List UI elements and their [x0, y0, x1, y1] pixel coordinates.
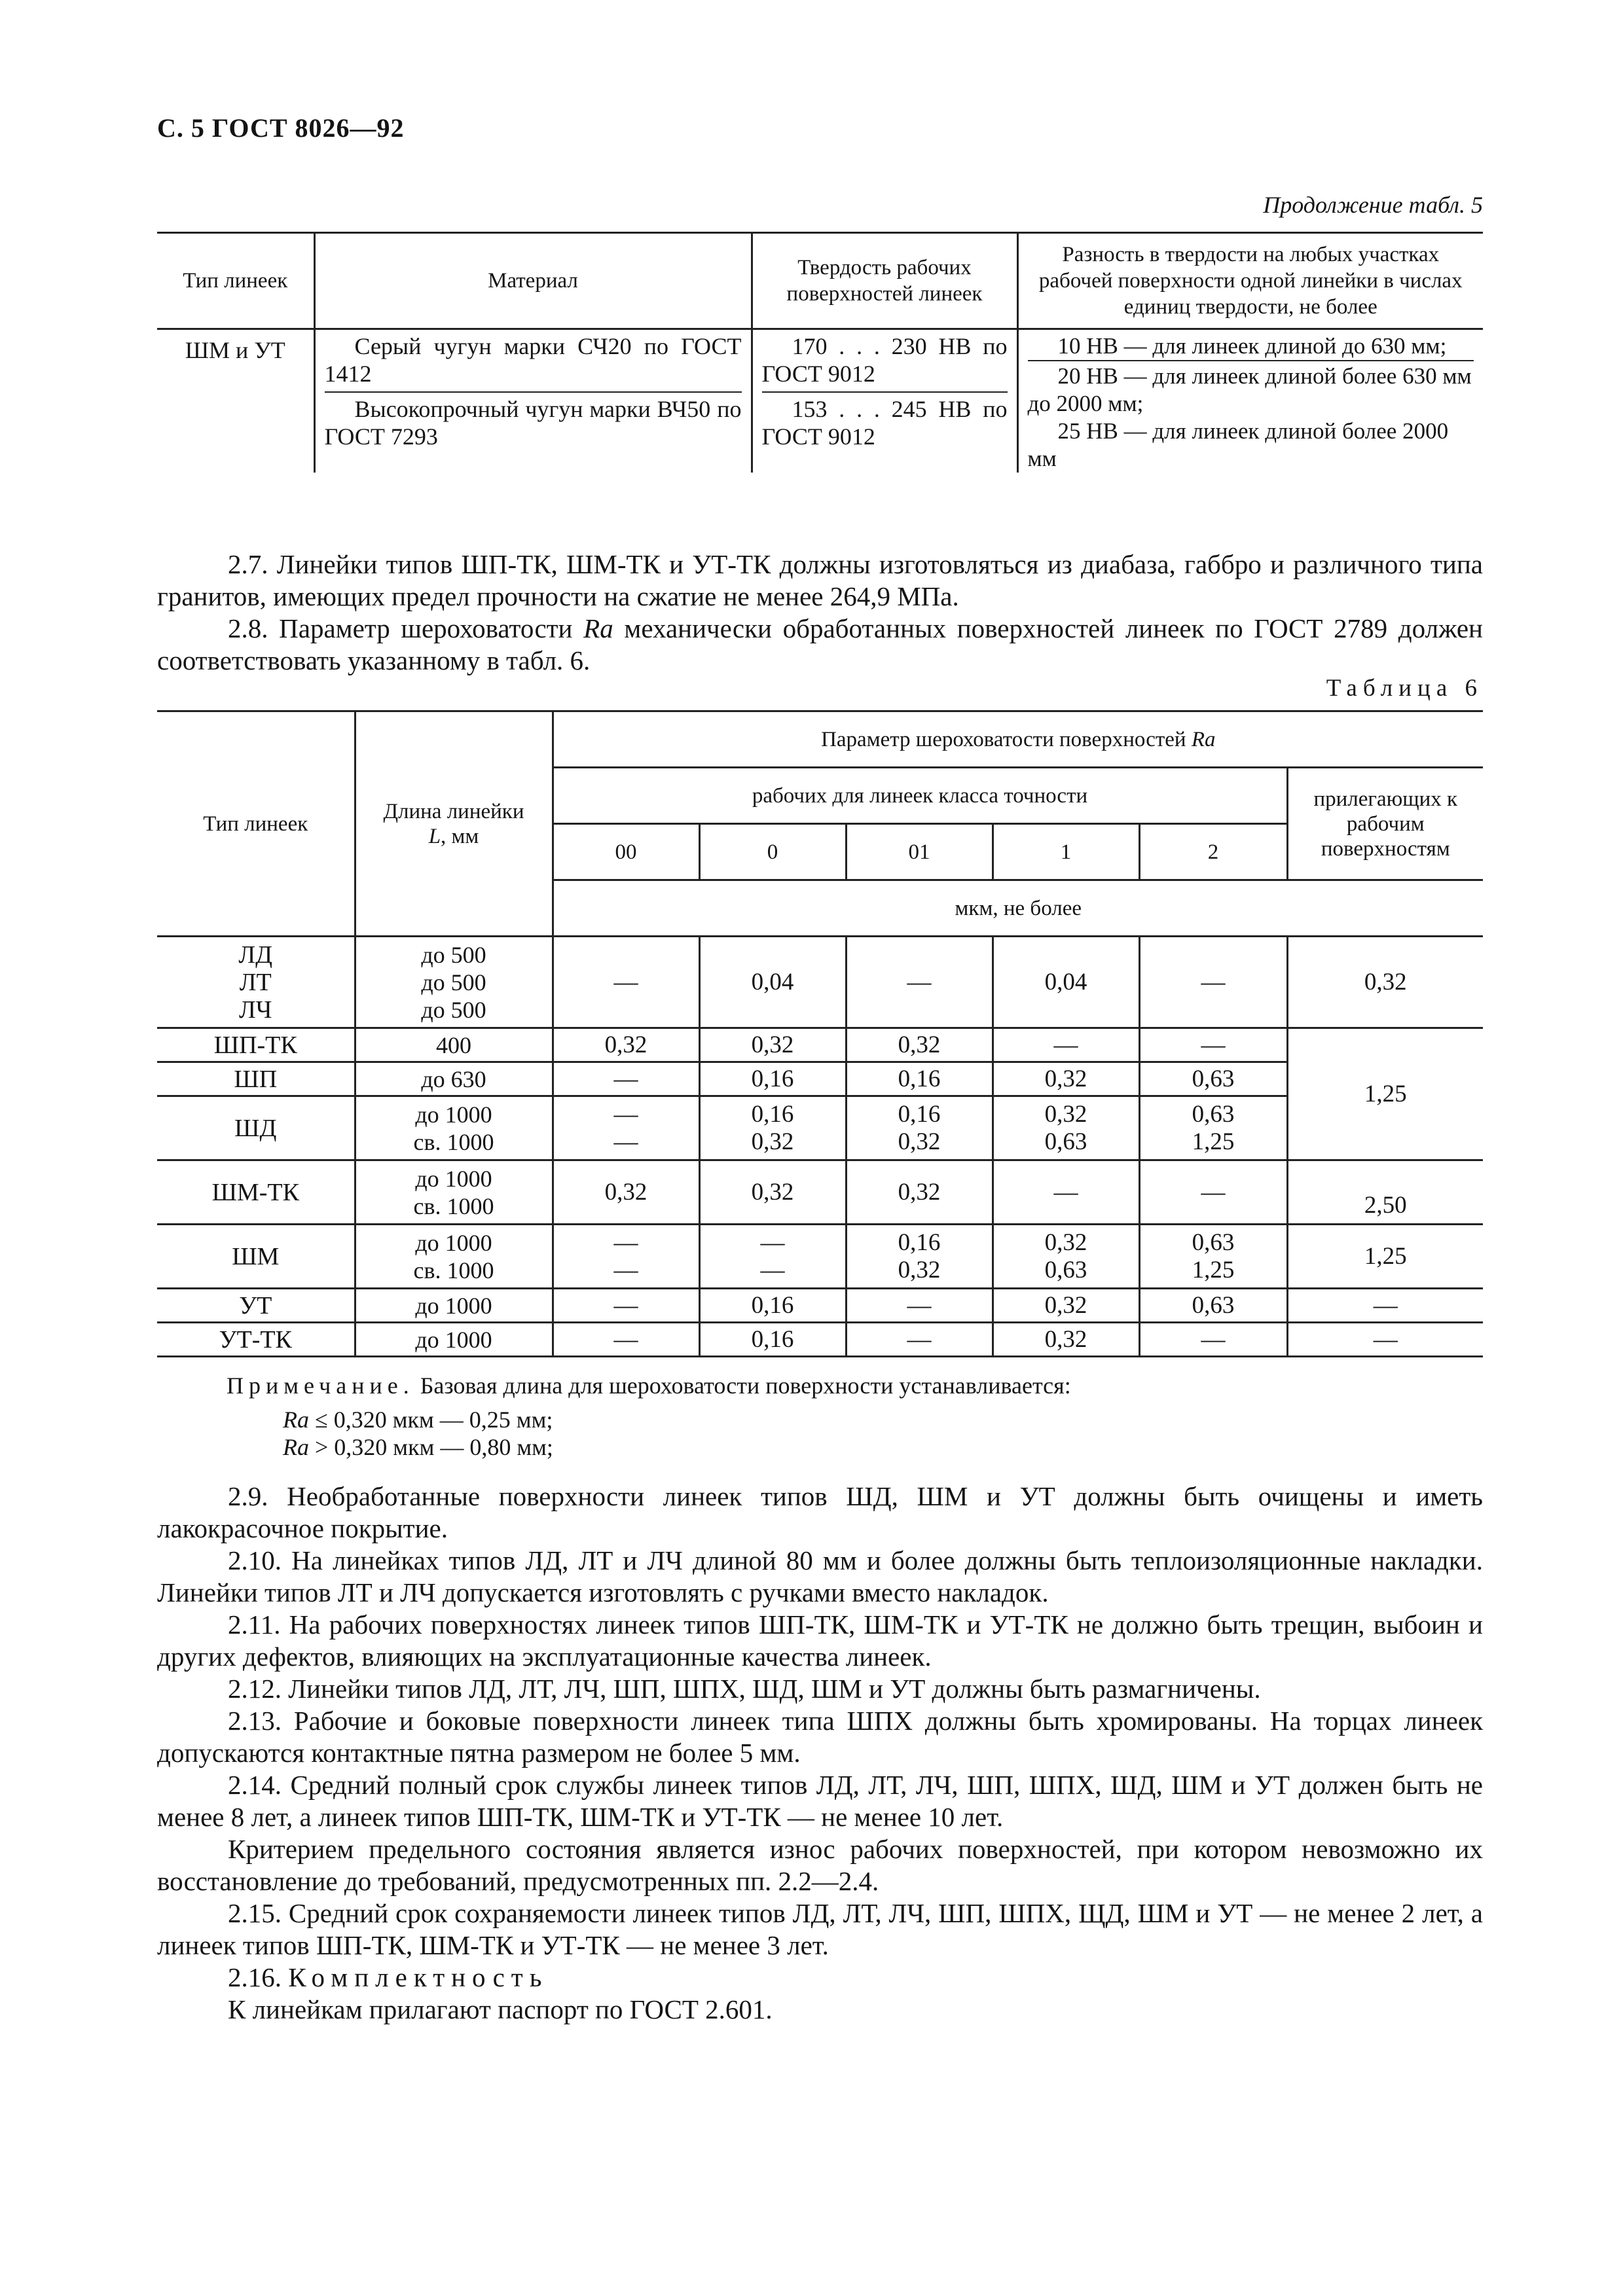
cell-1: — [993, 1160, 1139, 1225]
cell-00: — — [553, 1225, 699, 1289]
cell-0: 0,04 [699, 937, 846, 1028]
cell-0: 0,16 [699, 1323, 846, 1357]
row-type: ШП [157, 1062, 355, 1096]
note-label: Примечание. [227, 1372, 414, 1399]
row-type: УТ-ТК [157, 1323, 355, 1357]
paragraph-2-7 [157, 548, 1483, 613]
table5-hardness-cell [752, 329, 1017, 473]
table6-caption: Таблица 6 [1326, 675, 1483, 702]
note-formulas [283, 1406, 553, 1461]
class-2: 2 [1139, 824, 1287, 880]
cell-0: — — [699, 1225, 846, 1289]
cell-2: 0,63 1,25 [1139, 1096, 1287, 1160]
cell-1: 0,32 0,63 [993, 1096, 1139, 1160]
row-type: ШД [157, 1096, 355, 1160]
paragraph-2-11-text: 2.11. На рабочих поверхностях линеек типов ШП-ТК, ШМ-ТК и УТ-ТК не должно быть трещин, выбоин и других дефектов, влияющих на эксплуатационные качества линеек. [157, 1609, 1483, 1672]
paragraph-2-16-body: К линейкам прилагают паспорт по ГОСТ 2.601. [228, 1994, 773, 2024]
table-row [157, 1289, 1483, 1323]
row-type: ШМ-ТК [157, 1160, 355, 1225]
paragraph-2-16-title: Комплектность [288, 1962, 549, 1992]
row-length: 400 [355, 1028, 553, 1062]
table-row [157, 1096, 1483, 1160]
cell-00: 0,32 [553, 1028, 699, 1062]
table-row [157, 1160, 1483, 1225]
row-type-text: ЛД ЛТ ЛЧ [238, 941, 273, 1024]
table6 [157, 710, 1483, 1357]
class-0: 0 [699, 824, 846, 880]
cell-00: — [553, 1323, 699, 1357]
ra-symbol: Ra [283, 1434, 309, 1460]
table5-col-type: Тип линеек [157, 233, 314, 329]
table5-header-row [157, 233, 1483, 329]
paragraph-2-16-number: 2.16. [228, 1962, 282, 1992]
table-row [157, 1323, 1483, 1357]
paragraph-2-16-text [157, 1994, 1483, 2026]
cell-0: 0,32 [699, 1160, 846, 1225]
table5-material-cell [314, 329, 752, 473]
cell-0: 0,32 [699, 1028, 846, 1062]
cell-adjacent: 2,50 [1287, 1160, 1483, 1225]
cell-2: — [1139, 1323, 1287, 1357]
paragraph-2-14-text: 2.14. Средний полный срок службы линеек типов ЛД, ЛТ, ЛЧ, ШП, ШПХ, ШД, ШМ и УТ должен быть не менее 8 лет, а линеек типов ШП-ТК, ШМ-ТК и УТ-ТК — не менее 10 лет. [157, 1770, 1483, 1832]
cell-adjacent: 1,25 [1287, 1225, 1483, 1289]
row-length: до 630 [355, 1062, 553, 1096]
class-1: 1 [993, 824, 1139, 880]
table-row [157, 937, 1483, 1028]
table6-unit: мкм, не более [553, 880, 1483, 937]
table6-col-length: Длина линейки L, мм [355, 711, 553, 937]
cell-01: — [846, 1323, 993, 1357]
cell-2: 0,63 [1139, 1289, 1287, 1323]
cell-1: 0,04 [993, 937, 1139, 1028]
table-row [157, 1028, 1483, 1062]
table6-col-type: Тип линеек [157, 711, 355, 937]
row-length: до 1000 [355, 1323, 553, 1357]
cell-2: — [1139, 1028, 1287, 1062]
table6-col-param: Параметр шероховатости поверхностей Ra [553, 711, 1483, 768]
difference-1: 10 НВ — для линеек длиной до 630 мм; [1057, 333, 1447, 359]
paragraph-2-14-criterion-text: Критерием предельного состояния является износ рабочих поверхностей, при котором невозможно их восстановление до требований, предусмотренных пп. 2.2—2.4. [157, 1834, 1483, 1896]
table-row [157, 1225, 1483, 1289]
cell-1: 0,32 [993, 1062, 1139, 1096]
paragraph-2-8 [157, 613, 1483, 677]
table5-col-material: Материал [314, 233, 752, 329]
material-2: Высокопрочный чугун марки ВЧ50 по ГОСТ 7293 [325, 391, 742, 450]
paragraph-2-11 [157, 1609, 1483, 1673]
cell-adjacent: — [1287, 1323, 1483, 1357]
cell-01: 0,32 [846, 1028, 993, 1062]
table6-note [227, 1371, 1071, 1400]
paragraph-2-13 [157, 1705, 1483, 1769]
cell-01: — [846, 937, 993, 1028]
ra-symbol: Ra [283, 1407, 309, 1433]
class-01: 01 [846, 824, 993, 880]
difference-3: 25 НВ — для линеек длиной более 2000 мм [1027, 418, 1449, 471]
paragraph-2-15 [157, 1897, 1483, 1962]
row-length [355, 937, 553, 1028]
hardness-2: 153 . . . 245 НВ по ГОСТ 9012 [762, 391, 1008, 450]
table5-difference-cell [1017, 329, 1483, 473]
paragraph-2-9 [157, 1480, 1483, 1545]
material-1: Серый чугун марки СЧ20 по ГОСТ 1412 [324, 333, 742, 387]
table5-row [157, 329, 1483, 473]
paragraph-2-8-text-a: 2.8. Параметр шероховатости [228, 613, 573, 643]
cell-00: — [553, 937, 699, 1028]
ra-symbol: Ra [583, 613, 613, 643]
paragraph-2-14 [157, 1769, 1483, 1833]
cell-0: 0,16 [699, 1289, 846, 1323]
cell-00: — [553, 1062, 699, 1096]
cell-2: 0,63 [1139, 1062, 1287, 1096]
paragraph-2-10 [157, 1545, 1483, 1609]
paragraph-2-8-text-b: механически обработанных поверхностей линеек по ГОСТ 2789 должен соответствовать указанному в табл. 6. [157, 613, 1483, 675]
table-row [157, 1062, 1483, 1096]
cell-01: 0,16 0,32 [846, 1225, 993, 1289]
cell-01: 0,16 0,32 [846, 1096, 993, 1160]
paragraph-2-16 [157, 1962, 1483, 1994]
note-formula-1 [283, 1406, 553, 1433]
row-type [157, 937, 355, 1028]
paragraph-2-9-text: 2.9. Необработанные поверхности линеек типов ШД, ШМ и УТ должны быть очищены и иметь лакокрасочное покрытие. [157, 1481, 1483, 1543]
cell-01: 0,16 [846, 1062, 993, 1096]
paragraph-2-14-criterion [157, 1833, 1483, 1897]
cell-adjacent: 1,25 [1287, 1028, 1483, 1160]
paragraph-2-13-text: 2.13. Рабочие и боковые поверхности линеек типа ШПХ должны быть хромированы. На торцах линеек допускаются контактные пятна размером не более 5 мм. [157, 1706, 1483, 1768]
row-type: ШМ [157, 1225, 355, 1289]
cell-0: 0,16 [699, 1062, 846, 1096]
row-length: до 1000 [355, 1289, 553, 1323]
table6-header-row-1 [157, 711, 1483, 768]
cell-1: 0,32 0,63 [993, 1225, 1139, 1289]
cell-1: — [993, 1028, 1139, 1062]
paragraph-2-10-text: 2.10. На линейках типов ЛД, ЛТ и ЛЧ длиной 80 мм и более должны быть теплоизоляционные накладки. Линейки типов ЛТ и ЛЧ допускается изготовлять с ручками вместо накладок. [157, 1545, 1483, 1607]
cell-00: 0,32 [553, 1160, 699, 1225]
paragraph-2-12 [157, 1673, 1483, 1705]
row-length-text: до 500 до 500 до 500 [421, 941, 486, 1023]
difference-2: 20 НВ — для линеек длиной более 630 мм до 2000 мм; [1028, 360, 1474, 418]
note-formula-2-text: > 0,320 мкм — 0,80 мм; [315, 1434, 553, 1460]
table5-col-hardness: Твердость рабочих поверхностей линеек [752, 233, 1017, 329]
class-00: 00 [553, 824, 699, 880]
cell-adjacent: — [1287, 1289, 1483, 1323]
cell-1: 0,32 [993, 1323, 1139, 1357]
cell-2: — [1139, 937, 1287, 1028]
cell-00: — — [553, 1096, 699, 1160]
row-length: до 1000 св. 1000 [355, 1225, 553, 1289]
cell-01: — [846, 1289, 993, 1323]
cell-2: 0,63 1,25 [1139, 1225, 1287, 1289]
note-text: Базовая длина для шероховатости поверхности устанавливается: [420, 1372, 1071, 1399]
paragraph-2-15-text: 2.15. Средний срок сохраняемости линеек типов ЛД, ЛТ, ЛЧ, ШП, ШПХ, ЩД, ШМ и УТ — не менее 2 лет, а линеек типов ШП-ТК, ШМ-ТК и УТ-ТК — не менее 3 лет. [157, 1898, 1483, 1960]
paragraph-2-12-text: 2.12. Линейки типов ЛД, ЛТ, ЛЧ, ШП, ШПХ, ШД, ШМ и УТ должны быть размагничены. [228, 1674, 1261, 1704]
hardness-1: 170 . . . 230 НВ по ГОСТ 9012 [761, 333, 1008, 387]
cell-01: 0,32 [846, 1160, 993, 1225]
table6-col-working: рабочих для линеек класса точности [553, 768, 1287, 824]
row-type: УТ [157, 1289, 355, 1323]
paragraph-2-7-text: 2.7. Линейки типов ШП-ТК, ШМ-ТК и УТ-ТК должны изготовляться из диабаза, габбро и различного типа гранитов, имеющих предел прочности на сжатие не менее 264,9 МПа. [157, 549, 1483, 611]
cell-0: 0,16 0,32 [699, 1096, 846, 1160]
page-header: С. 5 ГОСТ 8026—92 [157, 113, 405, 143]
cell-1: 0,32 [993, 1289, 1139, 1323]
cell-adjacent: 0,32 [1287, 937, 1483, 1028]
table5-continuation-caption: Продолжение табл. 5 [1263, 192, 1483, 218]
row-type: ШП-ТК [157, 1028, 355, 1062]
table5-type-cell: ШМ и УТ [185, 337, 285, 363]
table6-col-adjacent: прилегающих к рабочим поверхностям [1287, 768, 1483, 880]
row-length: до 1000 св. 1000 [355, 1096, 553, 1160]
note-formula-1-text: ≤ 0,320 мкм — 0,25 мм; [315, 1407, 553, 1433]
table5-col-difference: Разность в твердости на любых участках рабочей поверхности одной линейки в числах единиц твердости, не более [1017, 233, 1483, 329]
cell-2: — [1139, 1160, 1287, 1225]
table5 [157, 232, 1483, 473]
cell-00: — [553, 1289, 699, 1323]
row-length: до 1000 св. 1000 [355, 1160, 553, 1225]
note-formula-2 [283, 1433, 553, 1461]
